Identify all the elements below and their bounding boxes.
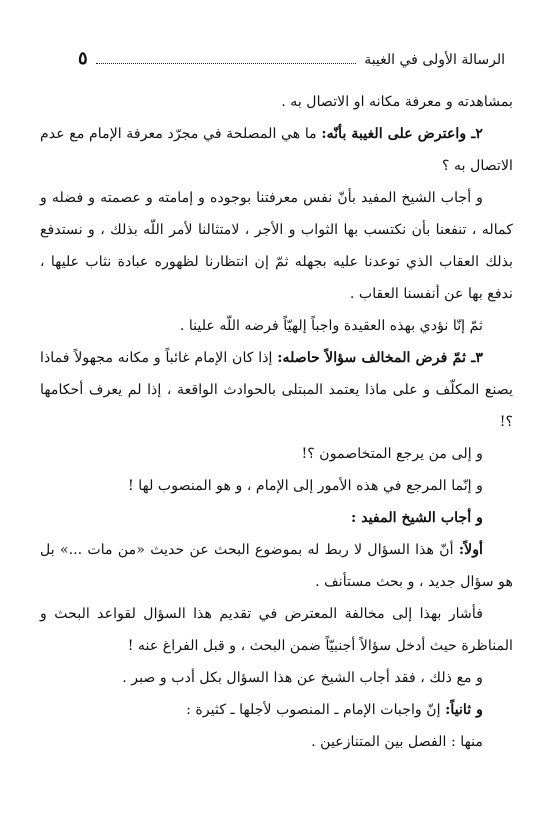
paragraph-2-text: ما هي المصلحة في مجرّد معرفة الإمام مع عدم الاتصال به ؟ [40,126,513,174]
running-title: الرسالة الأولى في الغيبة [364,52,505,68]
paragraph-9-text: أنّ هذا السؤال لا ربط له بموضوع البحث عن حديث «من مات ...» بل هو سؤال جديد ، و بحث مستأنف . [40,542,513,590]
paragraph-5-text: إذا كان الإمام غائباً و مكانه مجهولاً فماذا يصنع المكلّف و على ماذا يعتمد المبتلى بالحوادث الواقعة ، إذا لم يعرف أحكامها ؟! [40,350,513,430]
paragraph-1: بمشاهدته و معرفة مكانه او الاتصال به . [281,94,513,110]
paragraph-9-label: أولاً: [458,542,483,558]
paragraph-4: ثمّ إنّا نؤدي بهذه العقيدة واجباً إلهيّاً فرضه اللّه علينا . [179,318,483,334]
dotted-leader [96,49,357,64]
paragraph-10: فأشار بهذا إلى مخالفة المعترض في تقديم هذا السؤال لقواعد البحث و المناظرة حيث أدخل سؤالاً أجنبيّاً ضمن البحث ، و قبل الفراغ عنه ! [40,606,513,654]
paragraph-5 [40,342,513,438]
paragraph-13: منها : الفصل بين المتنازعين . [311,734,483,750]
page-number: ٥ [78,48,88,69]
paragraph-2 [40,118,513,182]
paragraph-9 [40,534,513,598]
paragraph-6: و إلى من يرجع المتخاصمون ؟! [301,446,483,462]
paragraph-11: و مع ذلك ، فقد أجاب الشيخ عن هذا السؤال بكل أدب و صبر . [122,670,483,686]
paragraph-7: و إنّما المرجع في هذه الأمور إلى الإمام ، و هو المنصوب لها ! [128,478,483,494]
paragraph-2-label: ٢ـ واعترض على الغيبة بأنّه: [321,126,483,142]
paragraph-3: و أجاب الشيخ المفيد بأنّ نفس معرفتنا بوجوده و إمامته و عصمته و فضله و كماله ، تنفعنا بأن نكتسب بها الثواب و الأجر ، لامتثالنا لأمر اللّه بذلك ، و نستدفع بذلك العقاب الذي توعدنا عليه بجهله ثمّ إن انتظارنا لظهوره عبادة نثاب عليها ، ندفع بها عن أنفسنا العقاب . [40,190,513,302]
paragraph-12 [40,694,513,726]
paragraph-12-text: إنّ واجبات الإمام ـ المنصوب لأجلها ـ كثيرة : [186,702,446,718]
paragraph-12-label: و ثانياً: [445,702,483,718]
page-header [78,48,505,74]
body-text [40,86,513,758]
paragraph-8: و أجاب الشيخ المفيد : [351,510,483,526]
paragraph-5-label: ٣ـ ثمّ فرض المخالف سؤالاً حاصله: [277,350,483,366]
